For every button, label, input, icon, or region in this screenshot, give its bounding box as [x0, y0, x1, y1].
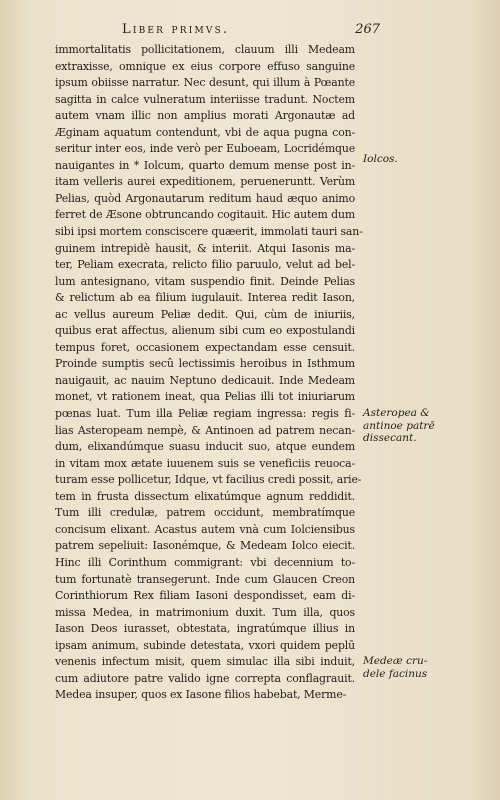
page-header — [122, 22, 380, 40]
text-line: nauigauit, ac nauim Neptuno dedicauit. Inde Medeam — [55, 373, 355, 387]
text-line: sagitta in calce vulneratum interiisse tradunt. Noctem — [55, 92, 355, 106]
text-line: ter, Peliam execrata, relicto filio paruulo, velut ad bel- — [55, 258, 355, 272]
text-line: Iason Deos iurasset, obtestata, ingratúmque illius in — [55, 622, 355, 636]
marginal-note-line: Medeæ cru- — [363, 655, 428, 667]
text-line: cum adiutore patre valido igne correpta conflagrauit. — [55, 671, 355, 685]
body-text — [55, 42, 363, 704]
text-line: Pelias, quòd Argonautarum reditum haud æquo animo — [55, 191, 355, 205]
marginal-note-line: dele facinus — [363, 667, 428, 680]
text-line: & relictum ab ea filium iugulauit. Interea redit Iason, — [55, 291, 355, 305]
marginal-note-medea — [363, 655, 463, 680]
text-line: seritur inter eos, inde verò per Euboeam, Locridémque — [55, 142, 355, 156]
text-line: concisum elixant. Acastus autem vnà cum Iolciensibus — [55, 522, 355, 536]
text-line: itam velleris aurei expeditionem, perueneruntt. Verùm — [55, 175, 355, 189]
text-line: immortalitatis pollicitationem, clauum illi Medeam — [55, 43, 355, 56]
text-line: extraxisse, omnique ex eius corpore effuso sanguine — [55, 59, 355, 73]
text-line: patrem sepeliuit: Iasonémque, & Medeam Iolco eiecit. — [55, 539, 355, 553]
text-line: tum fortunatè transegerunt. Inde cum Glaucen Creon — [55, 572, 355, 586]
marginal-note-line: antinoe patrē — [363, 419, 435, 432]
text-line: lum antesignano, vitam suspendio finit. Deinde Pelias — [55, 274, 355, 288]
text-line: quibus erat affectus, alienum sibi cum eo expostulandi — [55, 324, 355, 338]
text-line: monet, vt rationem ineat, qua Pelias illi tot iniuriarum — [55, 390, 355, 404]
text-line: guinem intrepidè hausit, & interiit. Atqui Iasonis ma- — [55, 241, 355, 255]
text-line: venenis infectum misit, quem simulac illa sibi induit, — [55, 655, 355, 669]
running-title: Liber primvs. — [122, 22, 230, 37]
text-line: ferret de Æsone obtruncando cogitauit. Hic autem dum — [55, 208, 355, 222]
marginal-note-line: Asteropea & — [363, 407, 430, 419]
text-line: Proinde sumptis secû lectissimis heroibus in Isthmum — [55, 357, 355, 371]
text-line: dum, elixandúmque suasu inducit suo, atque eundem — [55, 440, 355, 454]
marginal-note-iolcos — [363, 153, 463, 166]
text-line: Medea insuper, quos ex Iasone filios habebat, Merme- — [55, 688, 347, 702]
text-line: tem in frusta dissectum elixatúmque agnum reddidit. — [55, 489, 355, 503]
text-line: Corinthiorum Rex filiam Iasoni despondisset, eam di- — [55, 589, 355, 603]
marginal-note-line: dissecant. — [363, 432, 417, 444]
text-line: ac vellus aureum Peliæ dedit. Qui, cùm de iniuriis, — [55, 307, 355, 321]
text-line: tempus foret, occasionem expectandam esse censuit. — [55, 340, 355, 354]
page-number: 267 — [355, 22, 380, 37]
text-line: lias Asteropeam nempè, & Antinoen ad patrem necan- — [55, 423, 355, 437]
marginal-note-asteropea — [363, 407, 463, 445]
text-line: Tum illi credulæ, patrem occidunt, membratímque — [55, 506, 355, 520]
text-line: sibi ipsi mortem consciscere quæerit, immolati tauri san- — [55, 225, 363, 239]
text-line: pœnas luat. Tum illa Peliæ regiam ingressa: regis fi- — [55, 407, 355, 421]
text-line: Æginam aquatum contendunt, vbi de aqua pugna con- — [55, 125, 355, 139]
marginal-note-line: Iolcos. — [363, 153, 398, 165]
text-line: missa Medea, in matrimonium duxit. Tum illa, quos — [55, 605, 355, 619]
text-line: turam esse pollicetur, Idque, vt facilius credi possit, arie- — [55, 473, 362, 487]
text-line: ipsum obiisse narratur. Nec desunt, qui illum à Pœante — [55, 76, 355, 90]
text-line: autem vnam illic non amplius morati Argonautæ ad — [55, 109, 355, 123]
text-line: nauigantes in * Iolcum, quarto demum mense post in- — [55, 158, 355, 172]
text-line: ipsam animum, subinde detestata, vxori quidem peplū — [55, 638, 355, 652]
text-line: in vitam mox ætate iuuenem suis se veneficiis reuoca- — [55, 456, 355, 470]
text-line: Hinc illi Corinthum commigrant: vbi decennium to- — [55, 555, 355, 569]
